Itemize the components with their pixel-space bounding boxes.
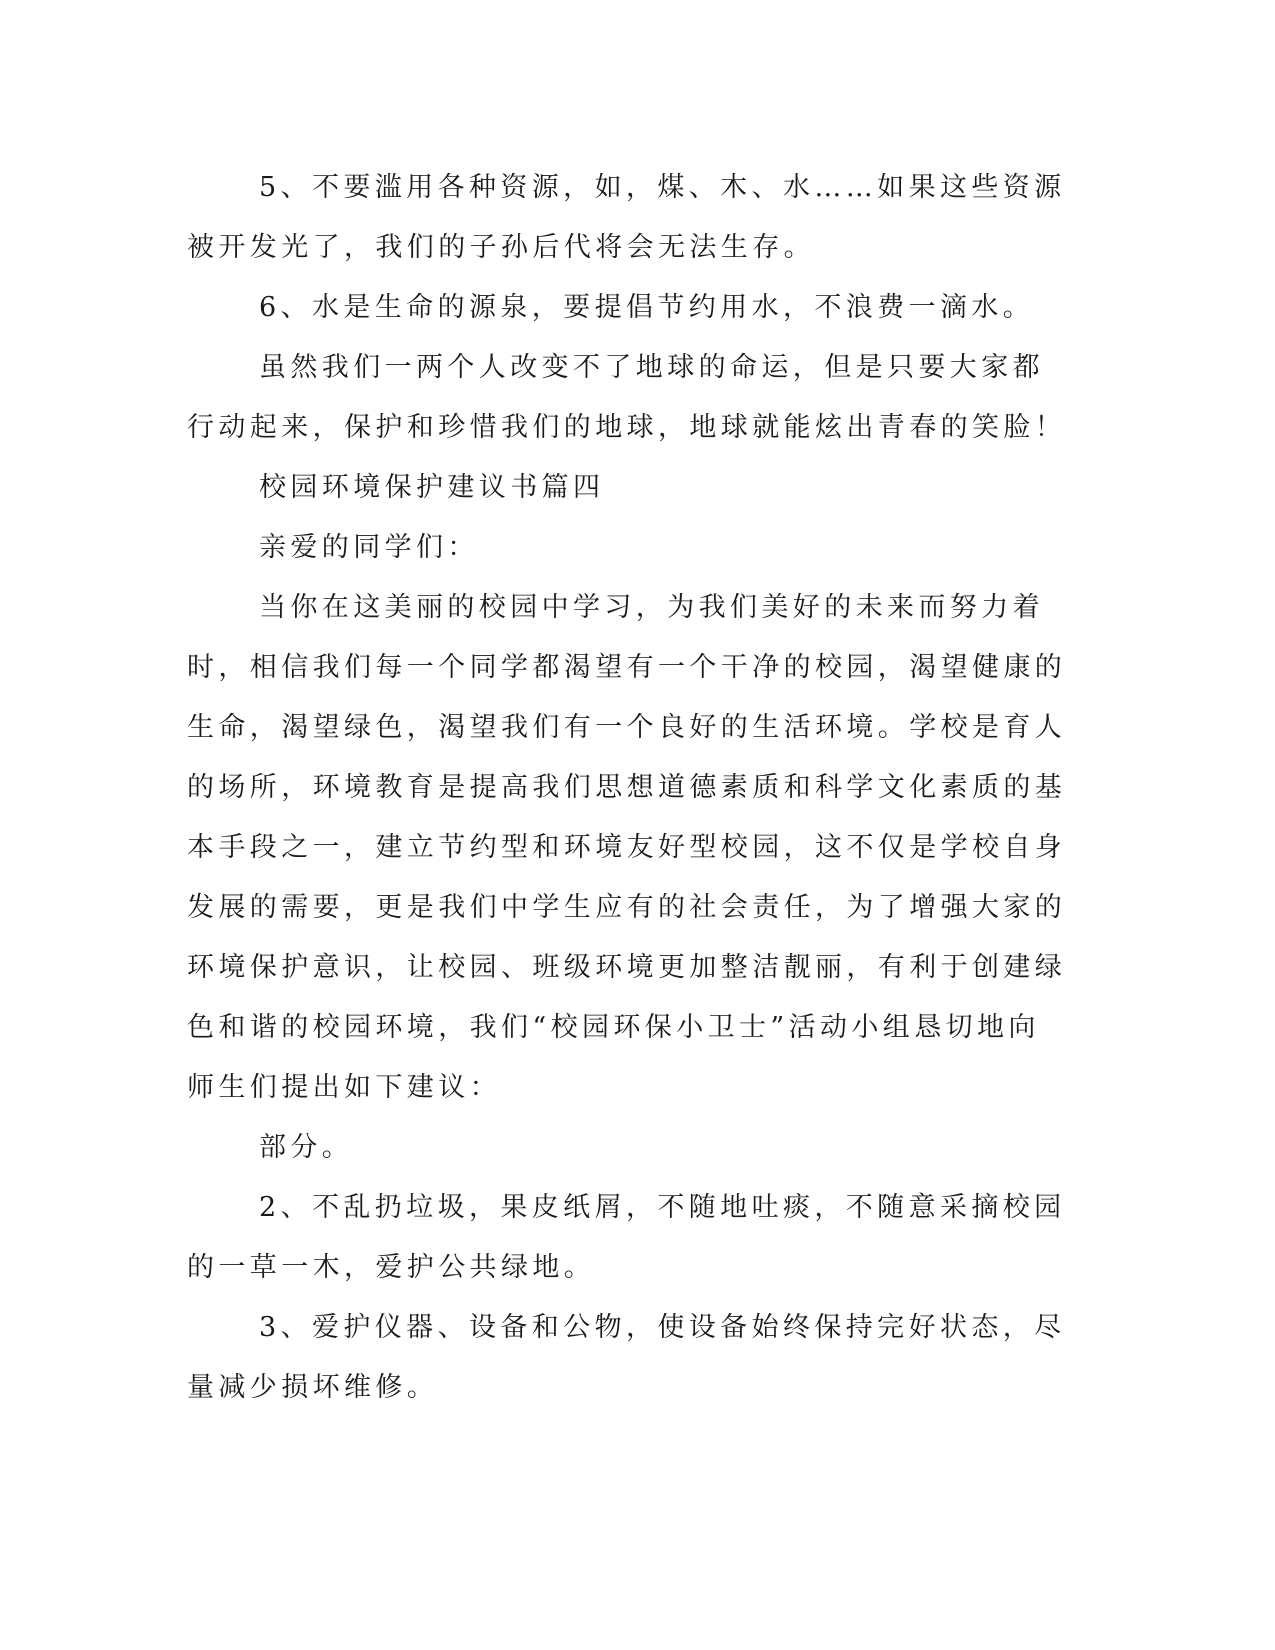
paragraph-conclusion: 虽然我们一两个人改变不了地球的命运，但是只要大家都行动起来，保护和珍惜我们的地球，地球就能炫出青春的笑脸！ (187, 352, 1067, 443)
letter-salutation: 亲爱的同学们： (259, 532, 479, 563)
document-body (187, 158, 1067, 1418)
paragraph-item-5: 5、不要滥用各种资源，如，煤、木、水……如果这些资源被开发光了，我们的子孙后代将会无法生存。 (187, 172, 1066, 263)
paragraph-fragment: 部分。 (259, 1132, 354, 1163)
paragraph-intro: 当你在这美丽的校园中学习，为我们美好的未来而努力着时，相信我们每一个同学都渴望有一个干净的校园，渴望健康的生命，渴望绿色，渴望我们有一个良好的生活环境。学校是育人的场所，环境教育是提高我们思想道德素质和科学文化素质的基本手段之一，建立节约型和环境友好型校园，这不仅是学校自身发展的需要，更是我们中学生应有的社会责任，为了增强大家的环境保护意识，让校园、班级环境更加整洁靓丽，有利于创建绿色和谐的校园环境，我们“校园环保小卫士”活动小组恳切地向师生们提出如下建议： (187, 592, 1067, 1103)
paragraph-item-2: 2、不乱扔垃圾，果皮纸屑，不随地吐痰，不随意采摘校园的一草一木，爱护公共绿地。 (187, 1192, 1066, 1283)
section-heading: 校园环境保护建议书篇四 (259, 472, 605, 503)
paragraph-item-3: 3、爱护仪器、设备和公物，使设备始终保持完好状态，尽量减少损坏维修。 (187, 1312, 1066, 1403)
paragraph-item-6: 6、水是生命的源泉，要提倡节约用水，不浪费一滴水。 (259, 292, 1035, 323)
